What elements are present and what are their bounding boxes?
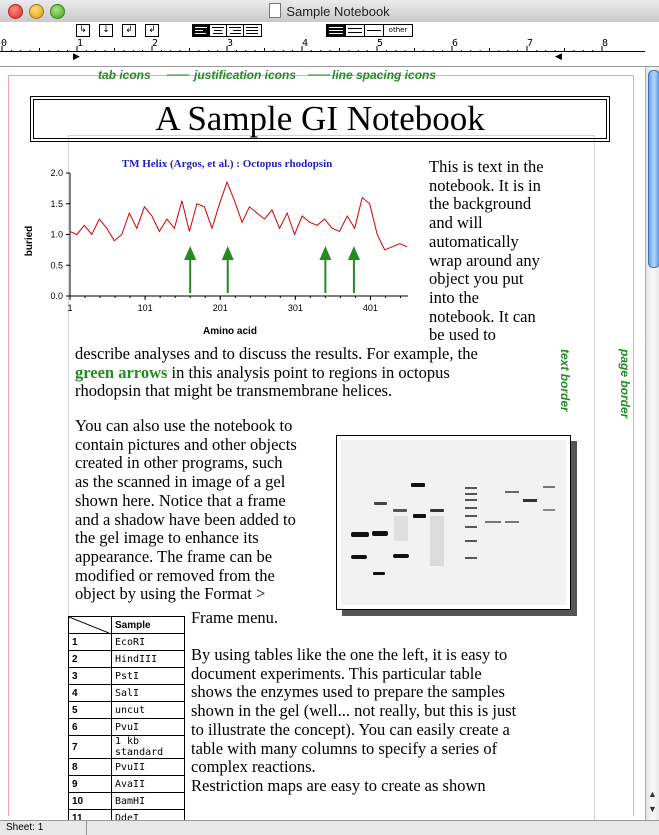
enzyme-table[interactable] <box>68 616 185 820</box>
ruler-tick: 5 <box>377 38 384 49</box>
table-cell-number[interactable]: 2 <box>69 651 112 668</box>
line-spacing-group <box>326 24 413 37</box>
tab-right-icon[interactable]: ↲ <box>122 24 136 37</box>
table-row[interactable] <box>69 668 185 685</box>
ruler-tick: 8 <box>602 38 609 49</box>
table-corner-cell <box>69 617 112 634</box>
y-tick-label: 1.5 <box>50 198 63 209</box>
gel-image-frame[interactable] <box>336 435 571 610</box>
series-line <box>70 182 407 250</box>
table-cell-number[interactable]: 8 <box>69 759 112 776</box>
table-cell-number[interactable]: 9 <box>69 776 112 793</box>
table-row[interactable] <box>69 810 185 821</box>
table-cell-sample[interactable]: DdeI <box>112 810 185 821</box>
x-tick-label: 401 <box>362 303 378 313</box>
table-cell-number[interactable]: 7 <box>69 736 112 759</box>
ruler-tick: 0 <box>1 38 8 49</box>
paragraph-2-end: Frame menu. <box>191 608 279 627</box>
table-row[interactable] <box>69 776 185 793</box>
x-tick-label: 101 <box>137 303 153 313</box>
x-tick-label: 301 <box>287 303 303 313</box>
table-row[interactable] <box>69 736 185 759</box>
justify-full-icon[interactable] <box>244 25 261 36</box>
right-indent-marker[interactable]: ◀ <box>555 51 562 61</box>
table-header-row <box>69 617 185 634</box>
x-tick-label: 201 <box>212 303 228 313</box>
callout-page-border: page border <box>618 349 632 419</box>
window-title: Sample Notebook <box>0 3 659 19</box>
graph-x-label: Amino acid <box>203 326 257 336</box>
table-cell-sample[interactable]: EcoRI <box>112 634 185 651</box>
ruler[interactable] <box>0 38 645 61</box>
callout-text-border: text border <box>558 349 572 412</box>
ruler-minor-ticks <box>0 46 645 52</box>
justify-center-icon[interactable] <box>210 25 227 36</box>
table-row[interactable] <box>69 651 185 668</box>
paragraph-1-rest: describe analyses and to discuss the results. For example, the green arrows in this analysis point to regions in octopus rhodopsin that might be transmembrane helices. <box>75 344 478 401</box>
table-cell-sample[interactable]: BamHI <box>112 793 185 810</box>
sheet-indicator[interactable]: Sheet: 1 <box>0 821 87 835</box>
graph-series <box>70 182 407 250</box>
table-cell-sample[interactable]: AvaII <box>112 776 185 793</box>
table-cell-sample[interactable]: PstI <box>112 668 185 685</box>
status-bar <box>0 820 659 835</box>
table-cell-sample[interactable]: PvuII <box>112 759 185 776</box>
table-cell-number[interactable]: 3 <box>69 668 112 685</box>
y-tick-label: 0.5 <box>50 260 63 271</box>
ruler-tick: 6 <box>452 38 459 49</box>
paragraph-3: By using tables like the one the left, it is easy to document experiments. This particular table shows the enzymes used to prepare the samples shown in the gel (well... not really, but this is just to illustrate the concept). You can easily create a table with many columns to specify a series of complex reactions. Restriction maps are easy to create as shown <box>191 645 517 795</box>
justify-right-icon[interactable] <box>227 25 244 36</box>
ruler-tick: 3 <box>227 38 234 49</box>
table-cell-number[interactable]: 6 <box>69 719 112 736</box>
table-cell-sample[interactable]: 1 kb standard <box>112 736 185 759</box>
tab-left-icon[interactable]: ↳ <box>76 24 90 37</box>
ruler-tick: 7 <box>527 38 534 49</box>
table-header-sample: Sample <box>112 617 185 634</box>
table-cell-sample[interactable]: SalI <box>112 685 185 702</box>
scroll-down-arrow[interactable]: ▼ <box>648 804 657 814</box>
green-arrow-icon <box>184 246 196 293</box>
document-icon <box>269 3 281 18</box>
y-tick-label: 1.0 <box>50 229 63 240</box>
justify-left-icon[interactable] <box>193 25 210 36</box>
graph-arrows <box>184 246 360 293</box>
title-bar[interactable] <box>0 0 659 23</box>
paragraph-1-wrap: This is text in the notebook. It is in the background and will automatically wrap around any object you put into the notebook. It can be used to <box>429 157 544 345</box>
corner-diagonal <box>69 617 109 633</box>
scroll-thumb[interactable] <box>648 70 659 268</box>
justification-group <box>192 24 262 37</box>
notebook-title: A Sample GI Notebook <box>30 96 610 142</box>
callout-leader-lines <box>0 67 645 83</box>
green-arrow-icon <box>348 246 360 293</box>
table-cell-sample[interactable]: HindIII <box>112 651 185 668</box>
graph-y-label: buried <box>24 225 35 257</box>
green-arrow-icon <box>319 246 331 293</box>
ruler-toolbar <box>0 22 659 67</box>
callout-justification-icons: justification icons <box>194 68 297 82</box>
ruler-tick: 2 <box>152 38 159 49</box>
paragraph-2: You can also use the notebook to contain pictures and other objects created in other programs, such as the scanned in image of a gel shown here. Notice that a frame and a shadow have been added to the gel image to enhance its appearance. The frame can be modified or removed from the object by using the Format > <box>75 416 297 604</box>
green-arrows-text: green arrows <box>75 362 168 382</box>
notebook-page[interactable] <box>0 67 645 820</box>
table-row[interactable] <box>69 634 185 651</box>
table-row[interactable] <box>69 719 185 736</box>
table-cell-number[interactable]: 4 <box>69 685 112 702</box>
one-and-half-spacing-icon[interactable] <box>346 25 365 36</box>
green-arrow-icon <box>222 246 234 293</box>
graph-title: TM Helix (Argos, et al.) : Octopus rhodopsin <box>121 158 333 170</box>
table-row[interactable] <box>69 702 185 719</box>
x-tick-label: 1 <box>67 303 73 313</box>
gel-image <box>337 436 570 609</box>
y-tick-label: 2.0 <box>50 168 63 178</box>
tab-decimal-icon[interactable]: ↲ <box>145 24 159 37</box>
table-row[interactable] <box>69 759 185 776</box>
y-tick-label: 0.0 <box>50 291 63 301</box>
left-indent-marker[interactable]: ▶ <box>73 51 80 61</box>
vertical-scrollbar[interactable] <box>645 67 659 820</box>
scroll-up-arrow[interactable]: ▲ <box>648 789 657 799</box>
callout-tab-icons: tab icons <box>98 68 151 82</box>
single-spacing-icon[interactable] <box>327 25 346 36</box>
callout-line-spacing-icons: line spacing icons <box>332 68 437 82</box>
ruler-tick: 1 <box>77 38 84 49</box>
table-cell-number[interactable]: 1 <box>69 634 112 651</box>
ruler-tick: 4 <box>302 38 309 49</box>
table-cell-number[interactable]: 11 <box>69 810 112 821</box>
table-row[interactable] <box>69 793 185 810</box>
table-row[interactable] <box>69 685 185 702</box>
table-cell-number[interactable]: 5 <box>69 702 112 719</box>
tm-helix-graph[interactable] <box>20 156 420 336</box>
other-spacing-button[interactable]: other <box>384 25 412 36</box>
tab-center-icon[interactable]: ↓ <box>99 24 113 37</box>
double-spacing-icon[interactable] <box>365 25 384 36</box>
table-cell-sample[interactable]: uncut <box>112 702 185 719</box>
table-cell-number[interactable]: 10 <box>69 793 112 810</box>
table-cell-sample[interactable]: PvuI <box>112 719 185 736</box>
